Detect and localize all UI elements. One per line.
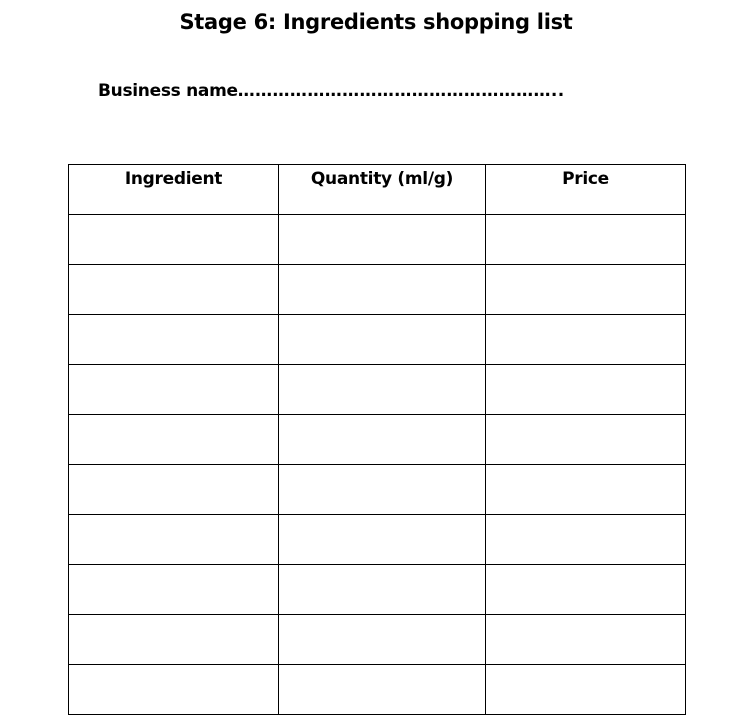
ingredient-cell[interactable] — [69, 265, 279, 315]
quantity-cell[interactable] — [279, 315, 486, 365]
ingredient-cell[interactable] — [69, 515, 279, 565]
ingredients-table — [68, 164, 686, 715]
ingredient-cell[interactable] — [69, 215, 279, 265]
price-cell[interactable] — [486, 465, 686, 515]
table-row — [69, 565, 686, 615]
table-row — [69, 515, 686, 565]
quantity-cell[interactable] — [279, 265, 486, 315]
quantity-cell[interactable] — [279, 365, 486, 415]
quantity-cell[interactable] — [279, 665, 486, 715]
ingredient-cell[interactable] — [69, 315, 279, 365]
table-row — [69, 365, 686, 415]
business-name-dotted-line[interactable]: ……………………………………………….. — [237, 81, 565, 101]
quantity-cell[interactable] — [279, 465, 486, 515]
ingredient-cell[interactable] — [69, 665, 279, 715]
quantity-cell[interactable] — [279, 415, 486, 465]
price-cell[interactable] — [486, 365, 686, 415]
quantity-cell[interactable] — [279, 515, 486, 565]
table-row — [69, 265, 686, 315]
business-name-label: Business name — [98, 81, 238, 101]
table-row — [69, 215, 686, 265]
quantity-cell[interactable] — [279, 215, 486, 265]
quantity-cell[interactable] — [279, 565, 486, 615]
page-title: Stage 6: Ingredients shopping list — [179, 10, 573, 34]
ingredient-cell[interactable] — [69, 565, 279, 615]
price-cell[interactable] — [486, 515, 686, 565]
business-name-field[interactable] — [98, 81, 565, 101]
price-cell[interactable] — [486, 665, 686, 715]
header-quantity: Quantity (ml/g) — [279, 165, 486, 215]
header-price: Price — [486, 165, 686, 215]
quantity-cell[interactable] — [279, 615, 486, 665]
header-ingredient: Ingredient — [69, 165, 279, 215]
ingredient-cell[interactable] — [69, 365, 279, 415]
price-cell[interactable] — [486, 565, 686, 615]
table-header-row — [69, 165, 686, 215]
table-row — [69, 465, 686, 515]
table-row — [69, 615, 686, 665]
price-cell[interactable] — [486, 265, 686, 315]
ingredient-cell[interactable] — [69, 415, 279, 465]
table-row — [69, 665, 686, 715]
price-cell[interactable] — [486, 215, 686, 265]
ingredient-cell[interactable] — [69, 465, 279, 515]
price-cell[interactable] — [486, 415, 686, 465]
table-row — [69, 415, 686, 465]
price-cell[interactable] — [486, 315, 686, 365]
price-cell[interactable] — [486, 615, 686, 665]
table-row — [69, 315, 686, 365]
ingredient-cell[interactable] — [69, 615, 279, 665]
